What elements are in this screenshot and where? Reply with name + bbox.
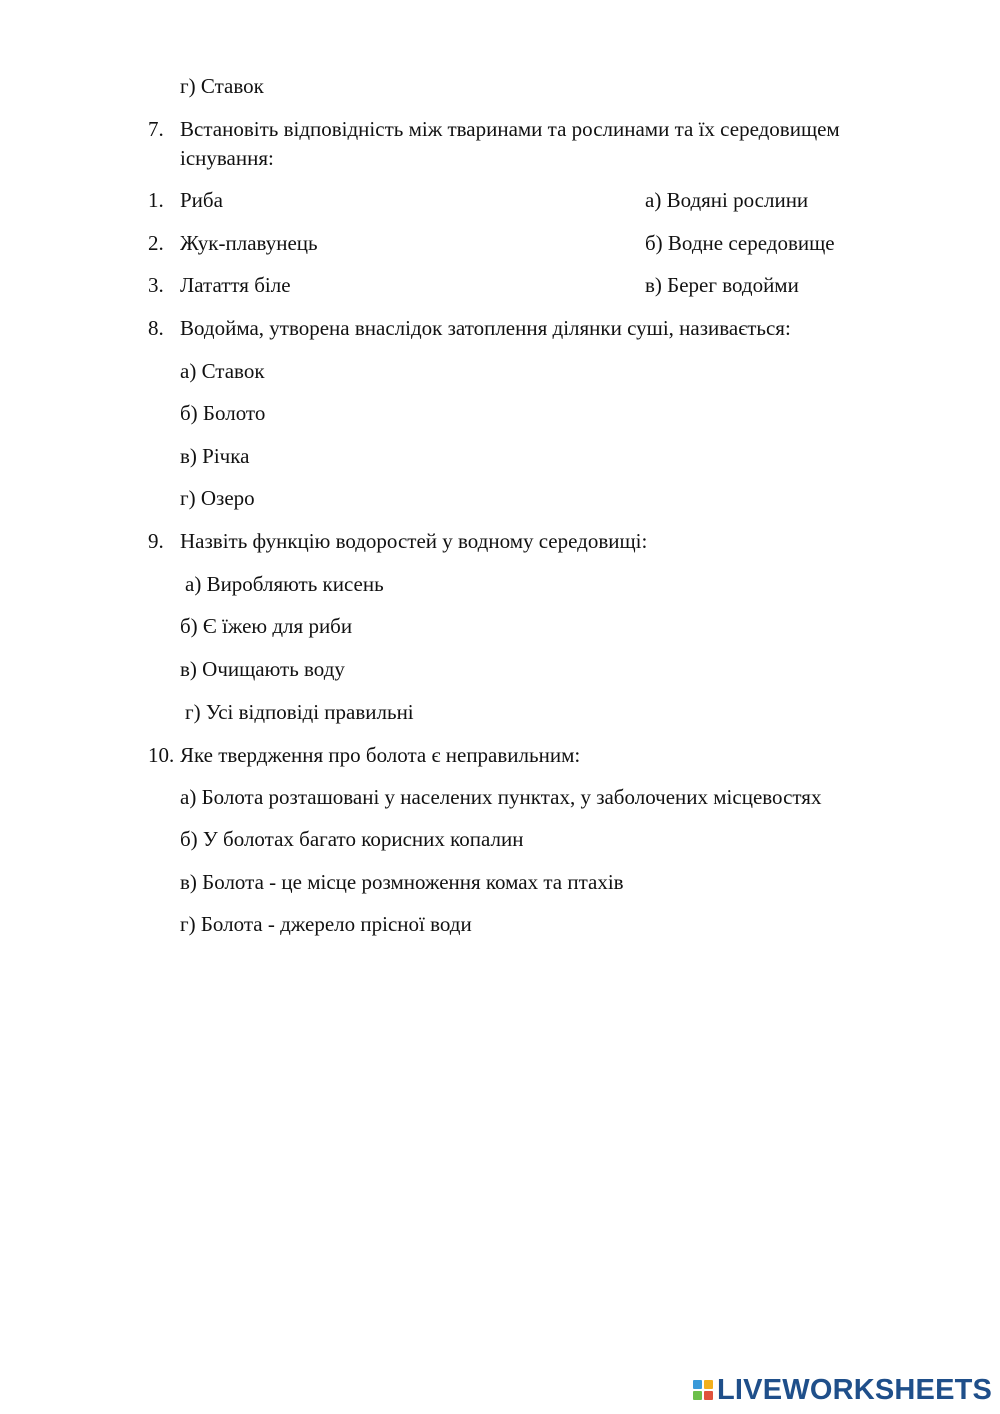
q7-pair-2-right: б) Водне середовище — [645, 231, 835, 255]
q8-option-b: б) Болото — [180, 401, 266, 425]
liveworksheets-logo-icon — [693, 1380, 713, 1400]
q7-pair-1-number: 1. — [148, 188, 164, 212]
q8-option-v: в) Річка — [180, 444, 250, 468]
logo-tile-4 — [704, 1391, 713, 1400]
q10-text: Яке твердження про болота є неправильним: — [180, 743, 581, 767]
q8-option-g: г) Озеро — [180, 486, 255, 510]
q7-pair-3-left: Латаття біле — [180, 273, 291, 297]
q10-option-g: г) Болота - джерело прісної води — [180, 912, 472, 936]
liveworksheets-wordmark: LIVEWORKSHEETS — [717, 1374, 993, 1406]
q9-text: Назвіть функцію водоростей у водному середовищі: — [180, 529, 648, 553]
q9-option-a: а) Виробляють кисень — [185, 572, 384, 596]
q7-text-line1: Встановіть відповідність між тваринами та рослинами та їх середовищем — [180, 117, 840, 141]
q7-pair-2-number: 2. — [148, 231, 164, 255]
liveworksheets-brand — [693, 1376, 992, 1404]
q10-option-a: а) Болота розташовані у населених пунктах, у заболочених місцевостях — [180, 785, 822, 809]
q8-text: Водойма, утворена внаслідок затоплення ділянки суші, називається: — [180, 316, 791, 340]
logo-tile-1 — [693, 1380, 702, 1389]
q7-pair-3-right: в) Берег водойми — [645, 273, 799, 297]
q7-pair-2-left: Жук-плавунець — [180, 231, 318, 255]
q8-number: 8. — [148, 316, 164, 340]
q8-option-a: а) Ставок — [180, 359, 265, 383]
q9-option-g: г) Усі відповіді правильні — [185, 700, 414, 724]
q9-option-b: б) Є їжею для риби — [180, 614, 353, 638]
q10-option-b: б) У болотах багато корисних копалин — [180, 827, 524, 851]
q7-pair-1-left: Риба — [180, 188, 223, 212]
q7-number: 7. — [148, 117, 164, 141]
q7-pair-3-number: 3. — [148, 273, 164, 297]
q10-number: 10. — [148, 743, 175, 767]
logo-tile-2 — [704, 1380, 713, 1389]
q7-text-line2: існування: — [180, 146, 274, 170]
q9-number: 9. — [148, 529, 164, 553]
q7-pair-1-right: а) Водяні рослини — [645, 188, 809, 212]
q9-option-v: в) Очищають воду — [180, 657, 345, 681]
logo-tile-3 — [693, 1391, 702, 1400]
q10-option-v: в) Болота - це місце розмноження комах та птахів — [180, 870, 624, 894]
q6-option-g: г) Ставок — [180, 74, 264, 98]
